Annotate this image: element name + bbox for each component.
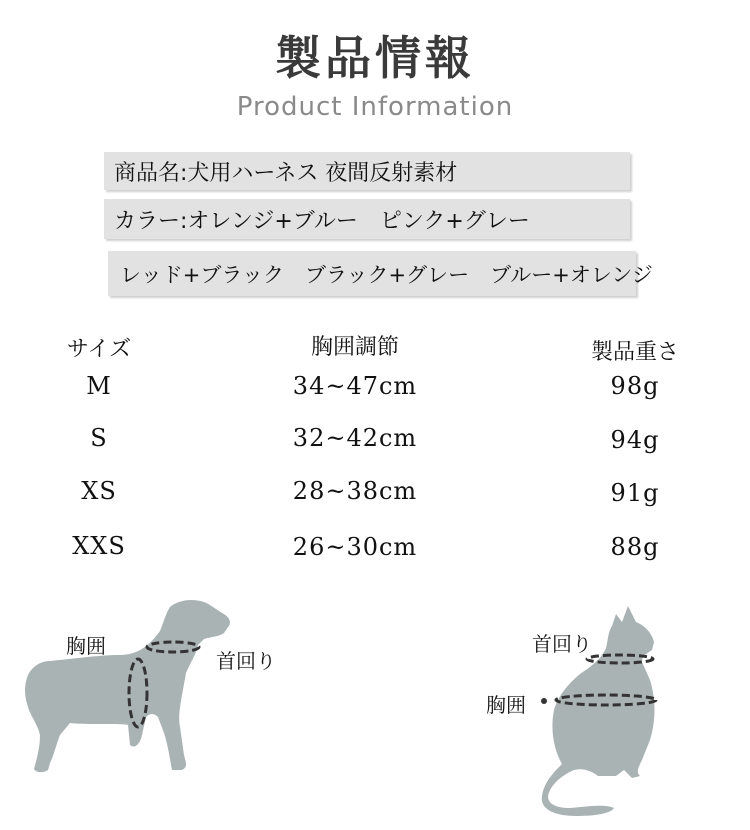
table-cell-weight: 88g: [610, 533, 660, 561]
table-cell-size: M: [86, 372, 112, 400]
table-cell-weight: 91g: [610, 479, 660, 507]
dog-silhouette-icon: [10, 595, 250, 785]
table-cell-chest: 26~30cm: [292, 533, 418, 561]
page-subtitle: Product Information: [236, 92, 514, 122]
header-weight: 製品重さ: [590, 340, 679, 365]
header-size: サイズ: [66, 337, 132, 362]
table-cell-weight: 98g: [610, 372, 660, 400]
table-cell-chest: 28~38cm: [292, 477, 418, 505]
cat-chest-label: 胸囲: [486, 693, 526, 717]
header-chest: 胸囲調節: [310, 335, 399, 360]
product-name-text: 商品名:犬用ハーネス 夜間反射素材: [114, 160, 458, 186]
product-name-bar: [104, 152, 630, 190]
table-cell-chest: 32~42cm: [292, 424, 418, 452]
cat-chest-pointer: [541, 698, 547, 704]
table-cell-weight: 94g: [610, 426, 660, 454]
colors-text-1: カラー:オレンジ+ブルー ピンク+グレー: [114, 208, 530, 234]
colors-bar-1: [104, 199, 630, 239]
dog-chest-label: 胸囲: [66, 634, 106, 658]
cat-neck-label: 首回り: [532, 632, 592, 656]
page-title: 製品情報: [275, 31, 475, 85]
colors-text-2: レッド+ブラック ブラック+グレー ブルー+オレンジ: [120, 262, 653, 287]
table-cell-size: XXS: [72, 532, 126, 560]
table-cell-chest: 34~47cm: [292, 372, 418, 400]
table-cell-size: XS: [81, 477, 117, 505]
colors-bar-2: [108, 251, 653, 296]
table-cell-size: S: [90, 424, 108, 452]
dog-neck-label: 首回り: [216, 649, 276, 673]
